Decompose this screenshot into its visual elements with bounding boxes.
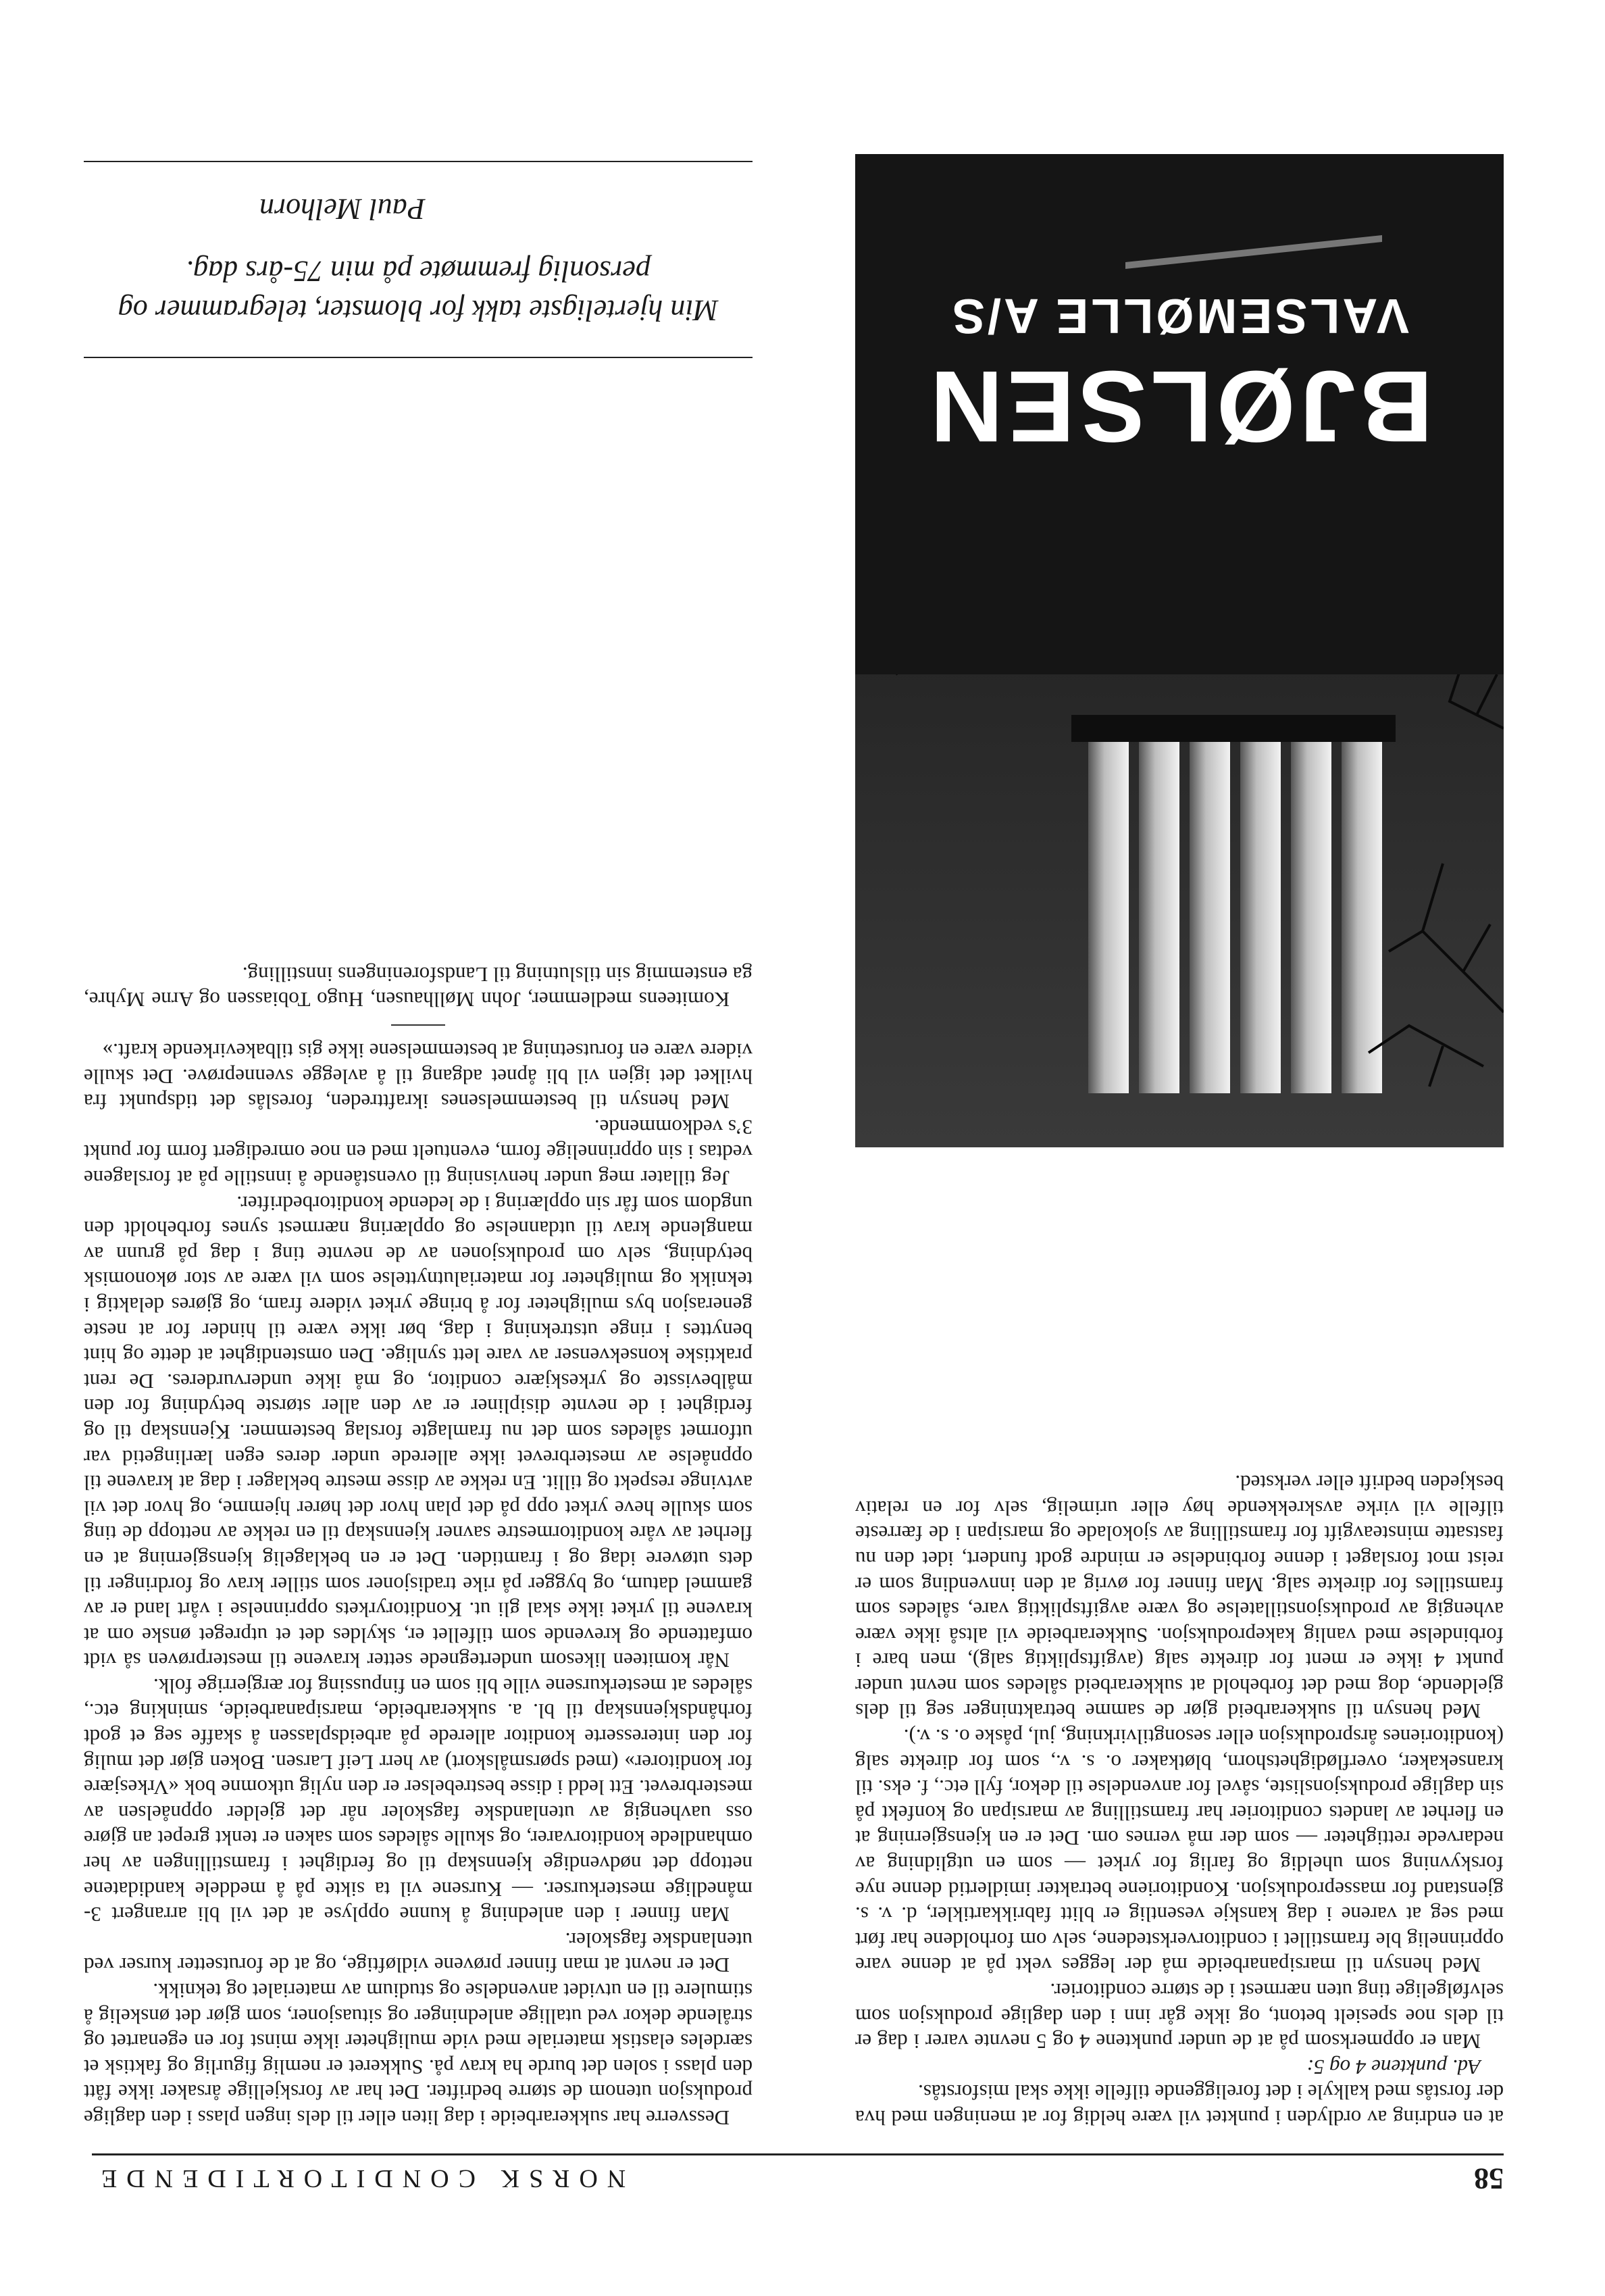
section-divider (391, 1024, 445, 1026)
page-header (92, 2153, 1504, 2196)
paragraph: Man er oppmerksom på at de under punktene 4 og 5 nevnte varer i dag er til dels noe spesielt betont, og ikke går inn i den daglige produksjon som selvfølgelige ting uten nærmest i de større conditorier. (855, 1979, 1504, 2054)
left-column (855, 1470, 1504, 2130)
section-heading: Ad. punktene 4 og 5: (1306, 2055, 1481, 2079)
thanks-signature: Paul Melhorn (259, 193, 426, 226)
paragraph: at en endring av ordlyden i punktet vil være heldig for at meningen med hva der forstås med kalkyle i det foreliggende tilfelle ikke skal misforstås. (855, 2080, 1504, 2130)
right-column (84, 962, 753, 2130)
magazine-title: NORSK CONDITORTIDENDE (92, 2164, 626, 2193)
page-number: 58 (1474, 2162, 1504, 2195)
paragraph: Med hensyn til sukkerarbeid gjør de samme betraktninger seg til dels gjeldende, dog med det forbehold at sukkerarbeid således som nevnt under punkt 4 ikke er ment for direkte salg (avgiftspliktig salg), men bare i forbindelse med vanlig kakeproduksjon. Sukkerarbeide vil altså ikke være avhengig av produksjonstillatelse og være avgiftspliktig vare, således som framstilles for direkte salg. Man finner for øvrig at den innvending som er reist mot forslaget i denne forbindelse er mindre godt fundert, idet den nu fastsatte minsteavgift for framstilling av sjokolade og marsipan i de færreste tilfelle vil virke avskrekkende høy eller urimelig, selv for en relativ beskjeden bedrift eller verksted. (855, 1471, 1504, 1724)
paragraph: Komiteens medlemmer, John Møllhausen, Hugo Tobiassen og Arne Myhre, ga enstemmig sin tilslutning til Landsforeningens innstilling. (84, 962, 753, 1012)
thanks-text: Min hjerteligste takk for blomster, telegrammer og personlig fremmøte på min 75-års dag. (118, 255, 719, 327)
paragraph: Man finner i den anledning å kunne opplyse at det vil bli arrangert 3-månedlige mesterkurser. — Kursene vil ta sikte på å meddele kandidatene nettopp det nødvendige kjennskap til og ferdighet i framstillingen av her omhandlede konditorvarer, og skulle således som saken er tenkt grepet an gjøre oss uavhengig av utenlandske fagskoler når det gjelder oppnåelsen av mesterbrevet. Ett ledd i disse bestrebelser er den nylig utkomne bok «Vrkesjære for konditorer» (med spørsmålskort) av herr Leif Larsen. Boken gjør det mulig for den interesserte konditor allerede på arbeidsplassen å skaffe seg et godt forhåndskjennskap til bl. a. sukkerarbeide, marsipanarbeide, sminking etc., således at mesterkursene ville bli som en finpussing for ærgjerrige folk. (84, 1674, 753, 1927)
thanks-note (84, 161, 753, 358)
ad-brand-subline: VALSEMØLLE A/S (949, 289, 1410, 343)
paragraph: Det er nevnt at man finner prøvene vidløftige, og at de forutsetter kurser ved utenlandske fagskoler. (84, 1928, 753, 1978)
paragraph: Når komiteen likesom undertegnede setter kravene til mesterprøven så vidt omfattende og krevende som tilfellet er, skyldes det et utpreget ønske om at kravene til yrket ikke skal gli ut. Konditoryrkets opprinnelse i vårt land er av gammel datum, og bygger på rike tradisjoner som stiller krav og fordringer til dets utøvere idag og i framtiden. Det er en beklagelig kjensgjerning at en flerhet av våre konditormestre savner kjennskap til en rekke av nettopp de ting som skulle heve yrket opp på det plan hvor det hører hjemme, og hvor det vil avtvinge respekt og tillit. En rekke av disse mestre beklager i dag at kravene til oppnåelse av mesterbrevet ikke allerede under deres egen lærlingetid var utformet således som det nu framlagte forslag bestemmer. Kjennskap til og ferdighet i de nevnte disipliner er av den aller største betydning for den målbevisste og yrkeskjære conditor, og må ikke undervurderes. De rent praktiske konsekvenser av vare lett synlige. Den omstendighet at dette og hint benyttes i ringe utstrekning i dag, bør ikke være til hinder for at neste generasjon bys muligheter for å bringe yrket videre fram, og gjøres delaktig i teknikk og muligheter for materialutnyttelse som vil være av stor økonomisk betydning, selv om produksjonen av de nevnte ting i dag på grunn av manglende krav til utdannelse og opplæring nærmest synes forbeholdt den ungdom som får sin opplæring i de ledende konditorbedrifter. (84, 1191, 753, 1673)
advertisement (855, 154, 1504, 1147)
paragraph: Med hensyn til bestemmelsenes ikrafttreden, foreslås det tidspunkt fra hvilket det igjen vil bli åpnet adgang til å avlegge svenneprøve. Det skulle videre være en forutsetning at bestemmelsene ikke gis tilbakevirkende kraft.» (84, 1039, 753, 1114)
paragraph: Jeg tillater meg under henvisning til ovenstående å innstille på at forslagene vedtas i sin opprinnelige form, eventuelt med en noe omredigert form for punkt 3’s vedkommende. (84, 1115, 753, 1191)
paragraph: Med hensyn til marsipanarbeide må der legges vekt på at denne vare opprinnelig ble framstillet i conditorverkstedene, selv om forholdene har ført med seg at varene i dag kanskje vesentlig er blitt fabrikkartikler, d. v. s. gjenstand for masseproduksjon. Konditoriene betrakter imidlertid denne nye forskyvning som uheldig og farlig for yrket — som en utglidning av nedarvede rettigheter — som der må vernes om. Det er en kjensgjerning at en flerhet av landets conditorier har framstilling av marsipan og konfekt på sin daglige produksjonsliste, såvel for anvendelse til dekor, fyll etc., f. eks. til kransekaker, overflødighetshorn, bløtkaker o. s. v., som for direkte salg (konditorienes årsproduksjon eller sesongtilvirkning, jul, påske o. s. v.). (855, 1725, 1504, 1978)
ad-brand-name: BJØLSEN (925, 350, 1433, 464)
paragraph: Dessverre har sukkerarbeide i dag liten eller til dels ingen plass i den daglige produksjon utenom de større bedrifter. Det har av forskjellige årsaker ikke fått den plass i solen det burde ha krav på. Sukkeret er nemlig figurlig og faktisk et særdeles elastisk materiale med vide muligheter ikke minst for en egenartet og strålende dekor ved utallige anledninger og situasjoner, som gjør det ønskelig å stimulere til en utvidet anvendelse og studium av materialet og teknikk. (84, 1979, 753, 2130)
